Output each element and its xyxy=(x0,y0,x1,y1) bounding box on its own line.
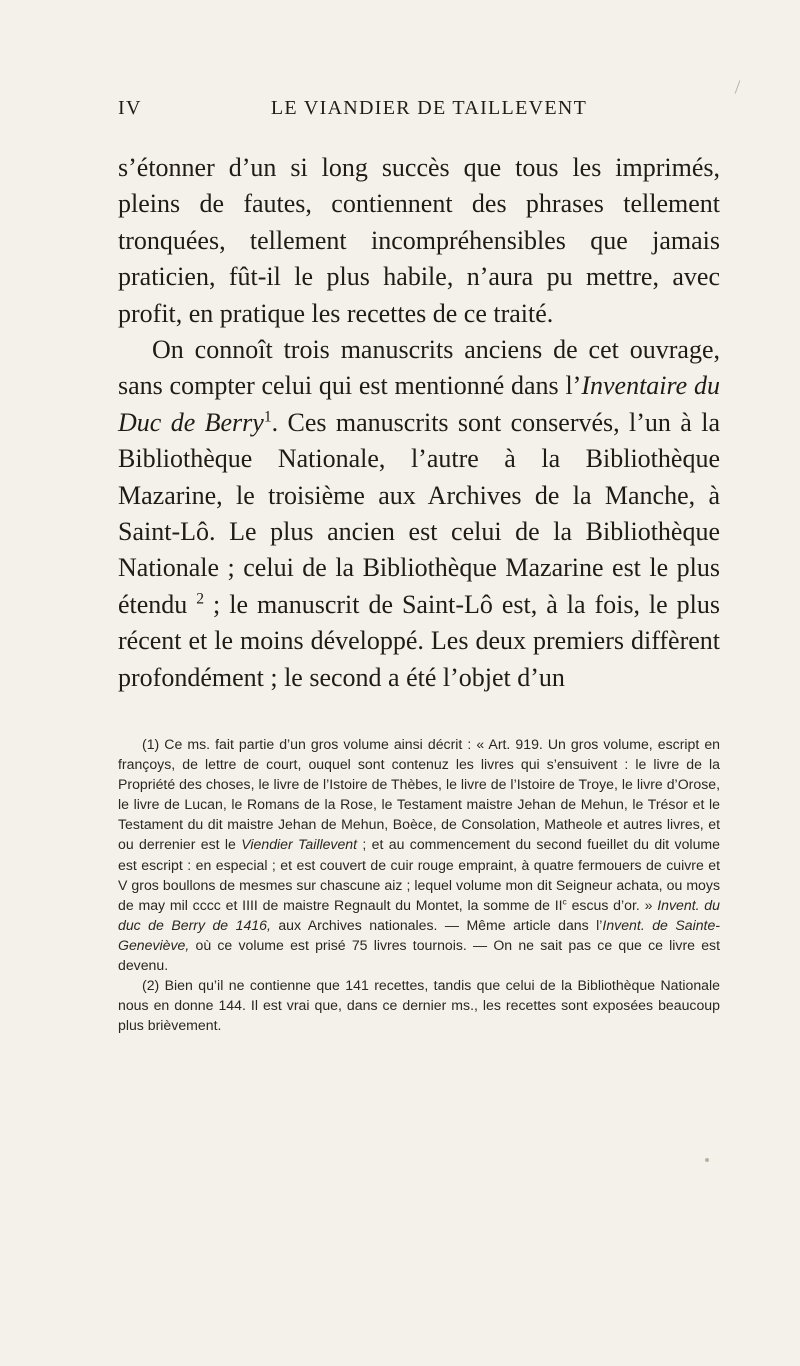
footnote-1-text-d: aux Archives nationales. — Même article dans l’ xyxy=(270,916,603,933)
page-header xyxy=(118,97,700,127)
page-number: IV xyxy=(118,97,142,119)
footnote-1-text-e: où ce volume est prisé 75 livres tournois. — On ne sait pas ce que ce livre est devenu. xyxy=(118,936,720,974)
footnote-2: (2) Bien qu’il ne contienne que 141 recettes, tandis que celui de la Bibliothèque Nationale nous en donne 144. Il est vrai que, dans ce dernier ms., les recettes sont exposées beaucoup plus brièvement. xyxy=(118,977,720,1034)
paragraph-1: s’étonner d’un si long succès que tous les imprimés, pleins de fautes, contiennent des phrases tellement tronquées, tellement incompréhensibles que jamais praticien, fût-il le plus habile, n’aura pu mettre, avec profit, en pratique les recettes de ce traité. xyxy=(118,153,720,328)
paragraph-2 xyxy=(118,332,720,696)
paragraph-2-text-a: On connoît trois manuscrits anciens de cet ouvrage, sans compter celui qui est mentionné dans l’ xyxy=(118,335,720,401)
paper-speck xyxy=(705,1158,709,1162)
viandier-title: Viendier Taillevent xyxy=(241,836,358,853)
footnote-ref-2: 2 xyxy=(196,590,205,608)
footnote-1-text-b: ; et au commencement du second fueillet du dit volume est escript : en especial ; et est couvert de cuir rouge empraint, à quatre fermouers de cuivre et V gros boullons de mesmes sur chascune aiz ; lequel volume mon dit Seigneur achata, ou moys de may mil cccc et IIII de maistre Regnault du Montet, la somme de II xyxy=(118,836,720,913)
footnote-1 xyxy=(118,734,720,975)
footnote-1-text-a: (1) Ce ms. fait partie d’un gros volume ainsi décrit : « Art. 919. Un gros volume, escript en françoys, de lettre de court, ouquel sont contenuz les livres qui s’ensuivent : le livre de la Propriété des choses, le livre de l’Istoire de Thèbes, le livre de l’Istoire de Troye, le livre d’Orose, le livre de Lucan, le Romans de la Rose, le Testament maistre Jehan de Mehun, le Trésor et le Testament du dit maistre Jehan de Mehun, Boèce, de Consolation, Matheole et autres livres, et ou derrenier est le xyxy=(118,736,720,853)
footnote-1-text-c: escus d’or. » xyxy=(566,896,658,913)
margin-mark xyxy=(735,80,741,93)
footnotes xyxy=(118,734,720,1035)
footnote-ref-1: 1 xyxy=(263,408,272,426)
main-text xyxy=(118,150,720,696)
footnote-1-sup: c xyxy=(562,896,567,907)
footnote-1-ref-berry: Invent. du duc de Berry de 1416, xyxy=(118,896,720,933)
paragraph-2-text-b: . Ces manuscrits sont conservés, l’un à la Bibliothèque Nationale, l’autre à la Bibliothèque Mazarine, le troisième aux Archives de la Manche, à Saint-Lô. Le plus ancien est celui de la Bibliothèque Nationale ; celui de la Bibliothèque Mazarine est le plus étendu xyxy=(118,407,720,619)
inventory-title: Inventaire du Duc de Berry xyxy=(118,371,720,437)
footnote-1-ref-genevieve: Invent. de Sainte-Geneviève, xyxy=(118,916,720,953)
paragraph-2-text-c: ; le manuscrit de Saint-Lô est, à la fois, le plus récent et le moins développé. Les deux premiers diffèrent profondément ; le second a été l’objet d’un xyxy=(118,589,720,692)
running-title: LE VIANDIER DE TAILLEVENT xyxy=(270,97,588,119)
